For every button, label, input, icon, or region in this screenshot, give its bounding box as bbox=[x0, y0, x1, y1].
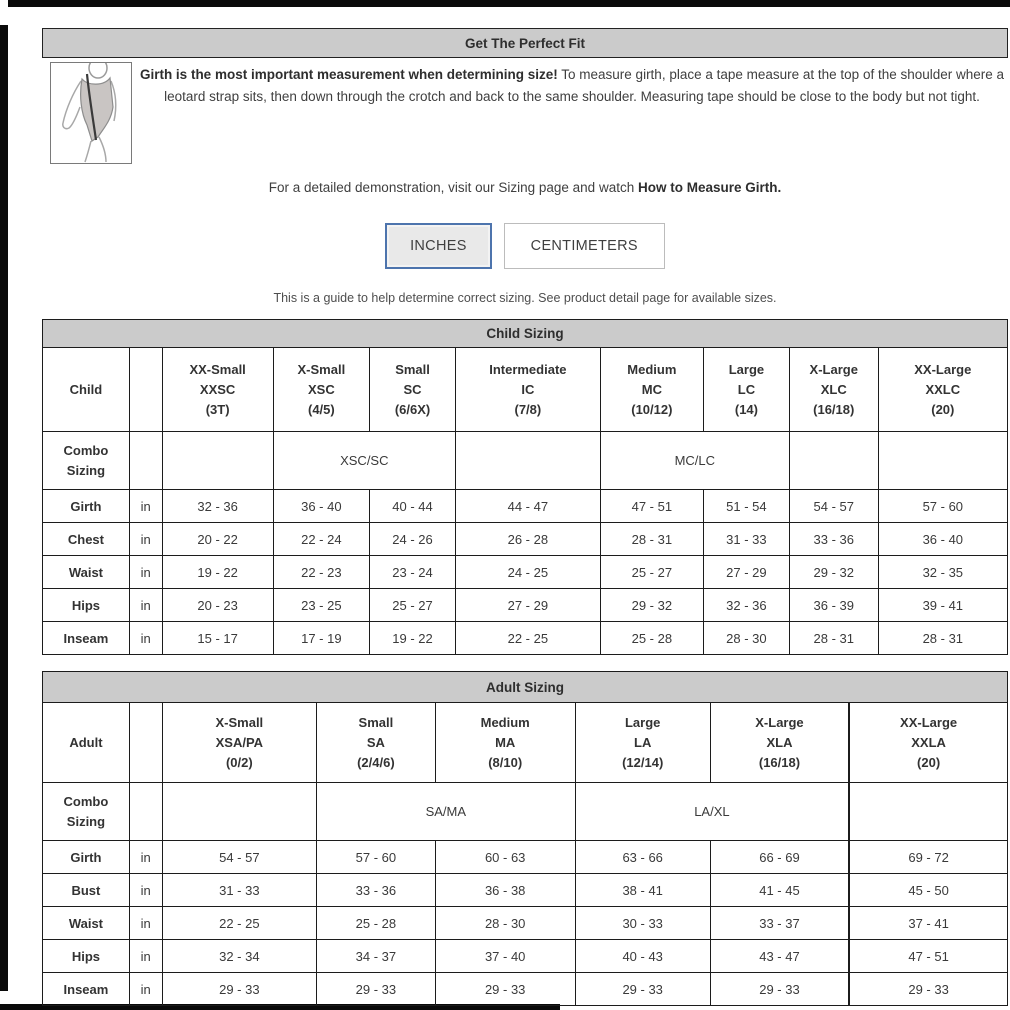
value-cell: 19 - 22 bbox=[370, 622, 456, 655]
size-column-line: (6/6X) bbox=[394, 401, 431, 417]
value-cell: 28 - 30 bbox=[703, 622, 789, 655]
size-column-header bbox=[455, 348, 600, 432]
value-cell: 17 - 19 bbox=[273, 622, 370, 655]
size-column-line: (0/2) bbox=[225, 754, 253, 770]
value-cell: 63 - 66 bbox=[575, 841, 710, 874]
unit-cell: in bbox=[129, 490, 162, 523]
value-cell: 43 - 47 bbox=[710, 940, 849, 973]
size-column-header bbox=[317, 703, 436, 783]
unit-header bbox=[129, 703, 162, 783]
demo-line bbox=[42, 180, 1008, 195]
measurement-label: Hips bbox=[43, 940, 130, 973]
table-corner-label: Adult bbox=[43, 703, 130, 783]
value-cell: 32 - 35 bbox=[878, 556, 1007, 589]
value-cell: 29 - 32 bbox=[789, 556, 878, 589]
size-column-header bbox=[789, 348, 878, 432]
value-cell: 31 - 33 bbox=[162, 874, 316, 907]
size-column-line: Small bbox=[395, 361, 430, 377]
sizing-guide-note: This is a guide to help determine correct sizing. See product detail page for available sizes. bbox=[273, 291, 777, 305]
measurement-label: Inseam bbox=[43, 622, 130, 655]
unit-toggle bbox=[42, 223, 1008, 269]
size-column-line: MA bbox=[495, 734, 516, 750]
size-column-line: XSA/PA bbox=[215, 734, 264, 750]
value-cell: 31 - 33 bbox=[703, 523, 789, 556]
size-column-line: SC bbox=[403, 381, 422, 397]
combo-sizing-label bbox=[43, 432, 130, 490]
measurement-row bbox=[43, 622, 1008, 655]
value-cell: 32 - 36 bbox=[703, 589, 789, 622]
value-cell: 54 - 57 bbox=[162, 841, 316, 874]
combo-unit-cell bbox=[129, 783, 162, 841]
unit-cell: in bbox=[129, 589, 162, 622]
demo-bold-text: How to Measure Girth. bbox=[637, 180, 782, 195]
combo-sizing-label bbox=[43, 783, 130, 841]
size-column-line: (3T) bbox=[205, 401, 230, 417]
value-cell: 15 - 17 bbox=[162, 622, 273, 655]
value-cell: 28 - 31 bbox=[878, 622, 1007, 655]
demo-prefix-text: For a detailed demonstration, visit our Sizing page and watch bbox=[268, 180, 638, 195]
size-column-header bbox=[600, 348, 703, 432]
combo-cell: XSC/SC bbox=[273, 432, 455, 490]
value-cell: 25 - 27 bbox=[600, 556, 703, 589]
measurement-label: Waist bbox=[43, 907, 130, 940]
size-column-header bbox=[435, 703, 575, 783]
value-cell: 27 - 29 bbox=[455, 589, 600, 622]
value-cell: 27 - 29 bbox=[703, 556, 789, 589]
size-column-line: (16/18) bbox=[758, 754, 801, 770]
value-cell: 28 - 31 bbox=[789, 622, 878, 655]
size-column-header bbox=[273, 348, 370, 432]
value-cell: 47 - 51 bbox=[849, 940, 1007, 973]
value-cell: 69 - 72 bbox=[849, 841, 1007, 874]
value-cell: 20 - 23 bbox=[162, 589, 273, 622]
value-cell: 29 - 33 bbox=[849, 973, 1007, 1006]
value-cell: 36 - 40 bbox=[878, 523, 1007, 556]
size-column-line: (8/10) bbox=[488, 754, 523, 770]
combo-label-line: Combo bbox=[63, 442, 109, 458]
centimeters-button[interactable]: CENTIMETERS bbox=[504, 223, 665, 269]
measurement-label: Bust bbox=[43, 874, 130, 907]
combo-label-line: Sizing bbox=[66, 813, 106, 829]
size-column-line: XXSC bbox=[199, 381, 236, 397]
value-cell: 44 - 47 bbox=[455, 490, 600, 523]
value-cell: 54 - 57 bbox=[789, 490, 878, 523]
value-cell: 29 - 33 bbox=[710, 973, 849, 1006]
value-cell: 22 - 24 bbox=[273, 523, 370, 556]
size-column-line: (20) bbox=[931, 401, 955, 417]
page-content bbox=[42, 0, 1008, 1006]
unit-cell: in bbox=[129, 973, 162, 1006]
value-cell: 24 - 26 bbox=[370, 523, 456, 556]
combo-cell bbox=[789, 432, 878, 490]
measurement-label: Hips bbox=[43, 589, 130, 622]
unit-cell: in bbox=[129, 874, 162, 907]
size-column-header bbox=[849, 703, 1007, 783]
value-cell: 29 - 33 bbox=[435, 973, 575, 1006]
size-column-line: Intermediate bbox=[489, 361, 567, 377]
page-title: Get The Perfect Fit bbox=[42, 28, 1008, 58]
measurement-row bbox=[43, 940, 1008, 973]
value-cell: 36 - 39 bbox=[789, 589, 878, 622]
adult-sizing-table bbox=[42, 671, 1008, 1006]
size-column-line: (20) bbox=[917, 754, 941, 770]
measurement-label: Chest bbox=[43, 523, 130, 556]
leotard-figure-icon bbox=[51, 63, 131, 163]
size-column-line: X-Large bbox=[755, 714, 804, 730]
size-column-line: Large bbox=[728, 361, 765, 377]
unit-cell: in bbox=[129, 841, 162, 874]
combo-cell: MC/LC bbox=[600, 432, 789, 490]
measurement-label: Girth bbox=[43, 841, 130, 874]
value-cell: 36 - 40 bbox=[273, 490, 370, 523]
child-sizing-table bbox=[42, 319, 1008, 655]
size-column-line: (7/8) bbox=[514, 401, 542, 417]
table-title: Child Sizing bbox=[43, 320, 1008, 348]
size-column-line: (10/12) bbox=[631, 401, 673, 417]
combo-unit-cell bbox=[129, 432, 162, 490]
value-cell: 38 - 41 bbox=[575, 874, 710, 907]
value-cell: 29 - 33 bbox=[162, 973, 316, 1006]
screenshot-frame-left bbox=[0, 25, 8, 991]
size-column-line: IC bbox=[521, 381, 535, 397]
value-cell: 24 - 25 bbox=[455, 556, 600, 589]
value-cell: 57 - 60 bbox=[878, 490, 1007, 523]
size-column-line: X-Small bbox=[297, 361, 346, 377]
size-column-line: (4/5) bbox=[307, 401, 335, 417]
size-column-line: X-Small bbox=[215, 714, 264, 730]
measurement-row bbox=[43, 490, 1008, 523]
value-cell: 26 - 28 bbox=[455, 523, 600, 556]
combo-cell bbox=[162, 432, 273, 490]
unit-cell: in bbox=[129, 556, 162, 589]
value-cell: 66 - 69 bbox=[710, 841, 849, 874]
size-column-line: XLC bbox=[820, 381, 847, 397]
value-cell: 40 - 44 bbox=[370, 490, 456, 523]
combo-cell bbox=[849, 783, 1007, 841]
combo-label-line: Sizing bbox=[66, 462, 106, 478]
measurement-row bbox=[43, 973, 1008, 1006]
unit-cell: in bbox=[129, 940, 162, 973]
size-column-line: Medium bbox=[627, 361, 677, 377]
size-column-line: Medium bbox=[480, 714, 530, 730]
value-cell: 22 - 25 bbox=[455, 622, 600, 655]
value-cell: 19 - 22 bbox=[162, 556, 273, 589]
value-cell: 23 - 24 bbox=[370, 556, 456, 589]
value-cell: 30 - 33 bbox=[575, 907, 710, 940]
size-column-header bbox=[370, 348, 456, 432]
measurement-label: Girth bbox=[43, 490, 130, 523]
size-column-header bbox=[703, 348, 789, 432]
value-cell: 51 - 54 bbox=[703, 490, 789, 523]
size-column-line: (12/14) bbox=[622, 754, 664, 770]
size-column-header bbox=[162, 348, 273, 432]
measurement-row bbox=[43, 874, 1008, 907]
adult-sizing-table bbox=[42, 671, 1008, 1006]
size-column-line: Small bbox=[358, 714, 394, 730]
value-cell: 57 - 60 bbox=[317, 841, 436, 874]
size-column-line: Large bbox=[624, 714, 661, 730]
combo-cell bbox=[878, 432, 1007, 490]
unit-cell: in bbox=[129, 622, 162, 655]
size-column-header bbox=[575, 703, 710, 783]
size-column-line: (14) bbox=[734, 401, 758, 417]
value-cell: 37 - 41 bbox=[849, 907, 1007, 940]
measurement-row bbox=[43, 589, 1008, 622]
size-column-header bbox=[710, 703, 849, 783]
size-column-header bbox=[878, 348, 1007, 432]
value-cell: 41 - 45 bbox=[710, 874, 849, 907]
unit-cell: in bbox=[129, 523, 162, 556]
girth-illustration bbox=[50, 62, 132, 164]
size-column-line: (2/4/6) bbox=[357, 754, 395, 770]
combo-cell: SA/MA bbox=[317, 783, 576, 841]
value-cell: 33 - 36 bbox=[789, 523, 878, 556]
inches-button[interactable]: INCHES bbox=[385, 223, 492, 269]
value-cell: 23 - 25 bbox=[273, 589, 370, 622]
intro-bold-text: Girth is the most important measurement when determining size! bbox=[139, 67, 558, 82]
measurement-row bbox=[43, 556, 1008, 589]
child-sizing-table bbox=[42, 319, 1008, 655]
value-cell: 36 - 38 bbox=[435, 874, 575, 907]
value-cell: 33 - 36 bbox=[317, 874, 436, 907]
unit-cell: in bbox=[129, 907, 162, 940]
table-corner-label: Child bbox=[43, 348, 130, 432]
value-cell: 60 - 63 bbox=[435, 841, 575, 874]
value-cell: 28 - 30 bbox=[435, 907, 575, 940]
measurement-label: Waist bbox=[43, 556, 130, 589]
combo-cell: LA/XL bbox=[575, 783, 849, 841]
size-column-line: XSC bbox=[307, 381, 335, 397]
value-cell: 28 - 31 bbox=[600, 523, 703, 556]
value-cell: 29 - 32 bbox=[600, 589, 703, 622]
value-cell: 20 - 22 bbox=[162, 523, 273, 556]
value-cell: 45 - 50 bbox=[849, 874, 1007, 907]
value-cell: 32 - 36 bbox=[162, 490, 273, 523]
value-cell: 25 - 27 bbox=[370, 589, 456, 622]
size-column-line: XXLC bbox=[925, 381, 961, 397]
unit-header bbox=[129, 348, 162, 432]
measurement-row bbox=[43, 841, 1008, 874]
value-cell: 34 - 37 bbox=[317, 940, 436, 973]
combo-cell bbox=[455, 432, 600, 490]
size-column-line: XX-Large bbox=[900, 714, 958, 730]
value-cell: 29 - 33 bbox=[317, 973, 436, 1006]
size-column-line: LA bbox=[634, 734, 652, 750]
value-cell: 25 - 28 bbox=[317, 907, 436, 940]
size-column-line: SA bbox=[366, 734, 385, 750]
measurement-row bbox=[43, 907, 1008, 940]
size-column-line: XX-Small bbox=[189, 361, 246, 377]
value-cell: 32 - 34 bbox=[162, 940, 316, 973]
value-cell: 39 - 41 bbox=[878, 589, 1007, 622]
size-column-line: (16/18) bbox=[813, 401, 855, 417]
value-cell: 29 - 33 bbox=[575, 973, 710, 1006]
value-cell: 22 - 23 bbox=[273, 556, 370, 589]
size-column-line: MC bbox=[641, 381, 662, 397]
size-column-line: LC bbox=[737, 381, 756, 397]
size-column-line: X-Large bbox=[809, 361, 858, 377]
intro-paragraph bbox=[132, 62, 1008, 108]
intro-section bbox=[42, 62, 1008, 164]
measurement-label: Inseam bbox=[43, 973, 130, 1006]
measurement-row bbox=[43, 523, 1008, 556]
size-column-line: XXLA bbox=[911, 734, 946, 750]
combo-label-line: Combo bbox=[63, 793, 109, 809]
table-title: Adult Sizing bbox=[43, 672, 1008, 703]
combo-cell bbox=[162, 783, 316, 841]
value-cell: 33 - 37 bbox=[710, 907, 849, 940]
size-column-line: XLA bbox=[766, 734, 793, 750]
size-column-line: XX-Large bbox=[914, 361, 972, 377]
value-cell: 25 - 28 bbox=[600, 622, 703, 655]
intro-regular-text: To measure girth, place a tape measure at the top of the shoulder where a leotard strap sits, then down through the crotch and back to the same shoulder. Measuring tape should be close to the body but not tight. bbox=[164, 67, 1005, 104]
value-cell: 37 - 40 bbox=[435, 940, 575, 973]
value-cell: 22 - 25 bbox=[162, 907, 316, 940]
size-column-header bbox=[162, 703, 316, 783]
value-cell: 47 - 51 bbox=[600, 490, 703, 523]
value-cell: 40 - 43 bbox=[575, 940, 710, 973]
